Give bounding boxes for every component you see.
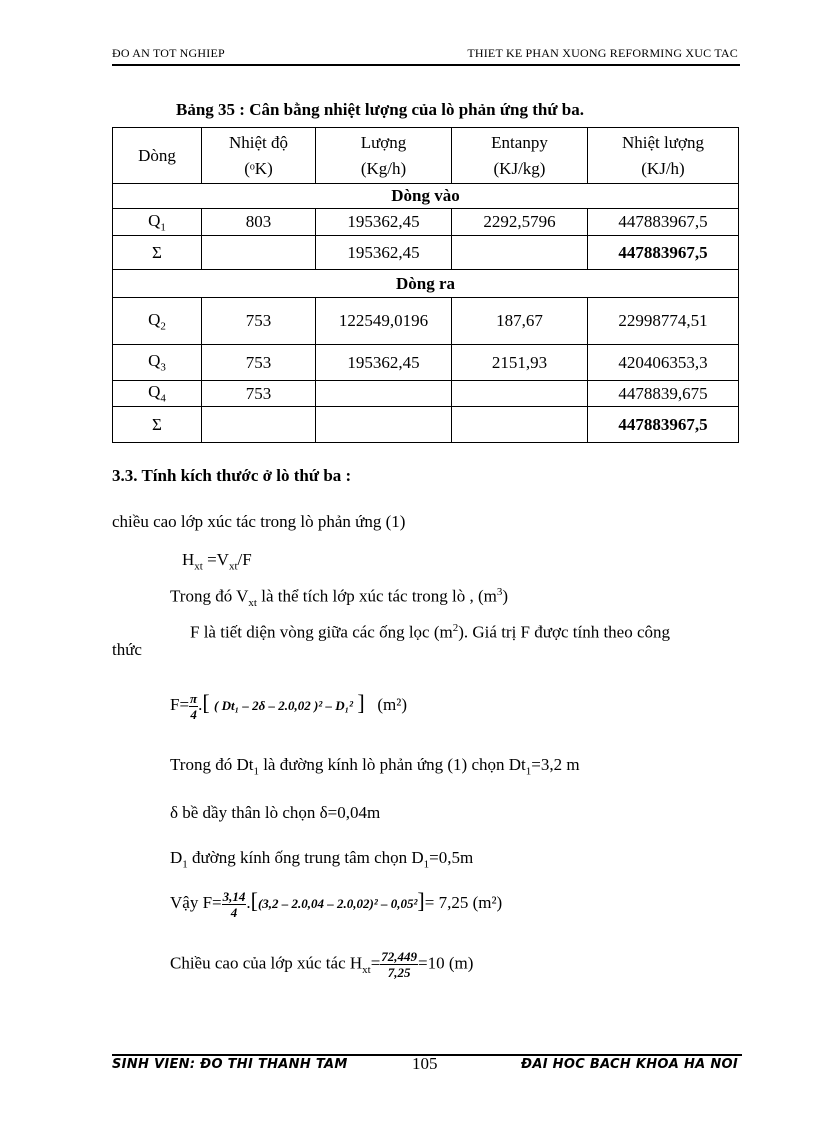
col-header-temp: Nhiệt độ (ᵒK) xyxy=(202,128,316,184)
table-caption: Bảng 35 : Cân bằng nhiệt lượng của lò phản ứng thứ ba. xyxy=(176,100,584,119)
section-row-out: Dòng ra xyxy=(113,270,739,298)
formula-height: Chiều cao của lớp xúc tác $H_{xt}=$ $\frac{72,449}{7,25}$ =10 (m) xyxy=(170,949,474,980)
section-row-in: Dòng vào xyxy=(113,184,739,209)
paragraph-f-def-cont: thức xyxy=(112,640,142,659)
paragraph-delta: δ bề dầy thân lò chọn δ=0,04m xyxy=(170,803,381,822)
formula-f-value: Vậy F= $\frac{3,14}{4}$ .[(3,2 – 2.0,04 – 2.0,02)² – 0,05²]= 7,25 (m²) xyxy=(170,888,503,920)
table-row: $Q_3$ 753 195362,45 2151,93 420406353,3 xyxy=(113,345,739,381)
table-row: $Q_1$ 803 195362,45 2292,5796 447883967,5 xyxy=(113,209,739,236)
paragraph-vxt: Trong đó $V_{xt}$ là thể tích lớp xúc tác trong lò , $(m^3)$ xyxy=(170,586,508,610)
formula-hxt: $H_{xt} =V_{xt}/F$ xyxy=(182,550,252,573)
paragraph-f-def: F là tiết diện vòng giữa các ống lọc $(m^2)$. Giá trị F được tính theo công xyxy=(190,622,671,642)
table-header-row xyxy=(113,128,739,184)
heat-balance-table xyxy=(112,127,739,443)
table-row: $Q_2$ 753 122549,0196 187,67 22998774,51 xyxy=(113,298,739,345)
paragraph-dt1: Trong đó $Dt_1$ là đường kính lò phản ứng (1) chọn $Dt_1=3,2$ m xyxy=(170,755,580,778)
header-right: THIET KE PHAN XUONG REFORMING XUC TAC xyxy=(467,46,738,60)
col-header-enthalpy: Entanpy (KJ/kg) xyxy=(452,128,588,184)
col-header-dong: Dòng xyxy=(113,128,202,184)
page-number: 105 xyxy=(412,1054,438,1073)
col-header-mass: Lượng (Kg/h) xyxy=(316,128,452,184)
paragraph-intro: chiều cao lớp xúc tác trong lò phản ứng (1) xyxy=(112,512,406,531)
col-header-heat: Nhiệt lượng (KJ/h) xyxy=(588,128,739,184)
table-row-sum-out: Σ 447883967,5 xyxy=(113,407,739,443)
header-left: ĐO AN TOT NGHIEP xyxy=(112,46,225,60)
table-row: $Q_4$ 753 4478839,675 xyxy=(113,381,739,407)
paragraph-d1: $D_1$ đường kính ống trung tâm chọn $D_1=0,5m$ xyxy=(170,848,474,871)
formula-f: F= $\frac{\pi}{4}$ .[ ( Dt₁ – 2δ – 2.0,02 )² – D₁² ] (m²) xyxy=(170,690,408,722)
header-rule xyxy=(112,64,740,66)
section-heading: 3.3. Tính kích thước ở lò thứ ba : xyxy=(112,466,352,485)
footer-right: ĐAI HOC BACH KHOA HA NOI xyxy=(521,1057,738,1072)
table-row-sum-in: Σ 195362,45 447883967,5 xyxy=(113,236,739,270)
footer-left: SINH VIEN: ĐO THI THANH TAM xyxy=(112,1057,348,1072)
